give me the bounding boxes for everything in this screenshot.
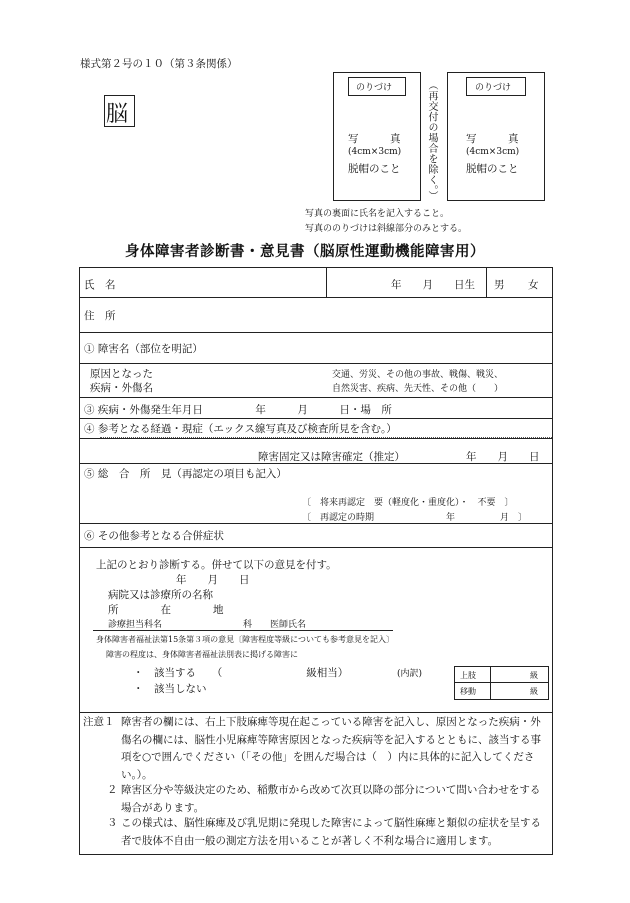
form-number: 様式第２号の１０（第３条関係） <box>80 58 238 70</box>
breakdown-label: (内訳) <box>397 669 423 679</box>
disability-name-label: ① 障害名（部位を明記） <box>84 343 203 355</box>
note-3: この様式は、脳性麻痺及び乳児期に発現した障害によって脳性麻痺と類似の症状を呈する者で肢体不自由一般の測定方法を用いることが著しく不利な場合に適用します。 <box>121 817 541 847</box>
photo-hat-note: 脱帽のこと <box>466 163 519 175</box>
paste-label: のりづけ <box>475 83 512 93</box>
birth-date-label: 年 月 日生 <box>391 279 475 291</box>
doctor-label: 診療担当科名 科 医師氏名 <box>108 620 307 630</box>
recertification-time: 〔 再認定の時期 年 月 〕 <box>302 513 528 523</box>
photo-size: (4cm×3cm) <box>348 147 402 157</box>
opinion-title: 身体障害者福祉法第15条第３項の意見〔障害程度等級についても参考意見を記入〕 <box>96 635 395 644</box>
photo-note-2: 写真ののりづけは斜線部分のみとする。 <box>305 224 468 234</box>
grade-row-label: 上肢 <box>460 671 476 680</box>
recertification: 〔 将来再認定 要（軽度化・重度化）・ 不要 〕 <box>302 498 514 508</box>
hospital-name-label: 病院又は診療所の名称 <box>108 589 213 601</box>
diagnosis-statement: 上記のとおり診断する。併せて以下の意見を付す。 <box>96 559 337 571</box>
category-mark: 脳 <box>106 102 129 127</box>
summary-label: ⑤ 総 合 所 見（再認定の項目も記入） <box>84 468 287 480</box>
paste-area-right <box>466 77 526 96</box>
photo-box-right <box>447 72 545 201</box>
cause-options-2: 自然災害、疾病、先天性、その他（ ） <box>332 384 504 394</box>
note-3-prefix: ３ <box>107 817 118 829</box>
note-1-prefix: 注意１ <box>83 716 115 728</box>
photo-caption: 写 真 <box>466 133 519 145</box>
reissue-note: （再交付の場合を除く。） <box>426 80 437 201</box>
fixed-date-label: 障害固定又は障害確定（推定） <box>258 451 405 463</box>
fixed-date-ymd: 年 月 日 <box>466 451 540 463</box>
photo-hat-note: 脱帽のこと <box>348 163 401 175</box>
cause-label-2: 疾病・外傷名 <box>90 382 153 394</box>
history-label: ④ 参考となる経過・現症（エックス線写真及び検査所見を含む。） <box>84 423 397 435</box>
note-2-prefix: ２ <box>107 784 118 796</box>
grade-row-unit: 級 <box>530 687 538 696</box>
diagnosis-date: 年 月 日 <box>176 574 250 586</box>
name-label: 氏 名 <box>84 279 116 291</box>
address-label: 住 所 <box>84 310 116 322</box>
photo-size: (4cm×3cm) <box>466 147 520 157</box>
page-title: 身体障害者診断書・意見書（脳原性運動機能障害用） <box>125 243 485 260</box>
cause-label: 原因となった <box>90 368 153 380</box>
paste-area-left <box>348 77 406 96</box>
applies-option: ・ 該当する （ 級相当） <box>133 667 349 679</box>
complications-label: ⑥ その他参考となる合併症状 <box>84 530 224 542</box>
cause-options-1: 交通、労災、その他の事故、戦傷、戦災、 <box>332 370 504 380</box>
onset-date-label: ③ 疾病・外傷発生年月日 年 月 日・場 所 <box>84 404 392 416</box>
grade-row-unit: 級 <box>530 671 538 680</box>
photo-caption: 写 真 <box>348 133 401 145</box>
not-applies-option: ・ 該当しない <box>133 683 207 695</box>
opinion-subtitle: 障害の程度は、身体障害者福祉法別表に掲げる障害に <box>106 650 298 659</box>
sex-male: 男 <box>494 279 505 291</box>
photo-note-1: 写真の裏面に氏名を記入すること。 <box>305 209 450 219</box>
note-1: 障害者の欄には、右上下肢麻痺等現在起こっている障害を記入し、原因となった疾病・外傷名の欄には、脳性小児麻痺等障害原因となった疾病等を記入するとともに、該当する事項を○で囲んでください（「その他」を囲んだ場合は（ ）内に具体的に記入してください。）。 <box>121 716 541 781</box>
paste-label: のりづけ <box>356 83 393 93</box>
sex-female: 女 <box>528 279 539 291</box>
photo-box-left <box>333 72 421 201</box>
grade-row-label: 移動 <box>460 687 476 696</box>
note-2: 障害区分や等級決定のため、稲敷市から改めて次頁以降の部分について問い合わせをする場合があります。 <box>121 784 541 814</box>
category-mark-box <box>104 95 135 127</box>
hospital-location-label: 所 在 地 <box>108 604 224 616</box>
